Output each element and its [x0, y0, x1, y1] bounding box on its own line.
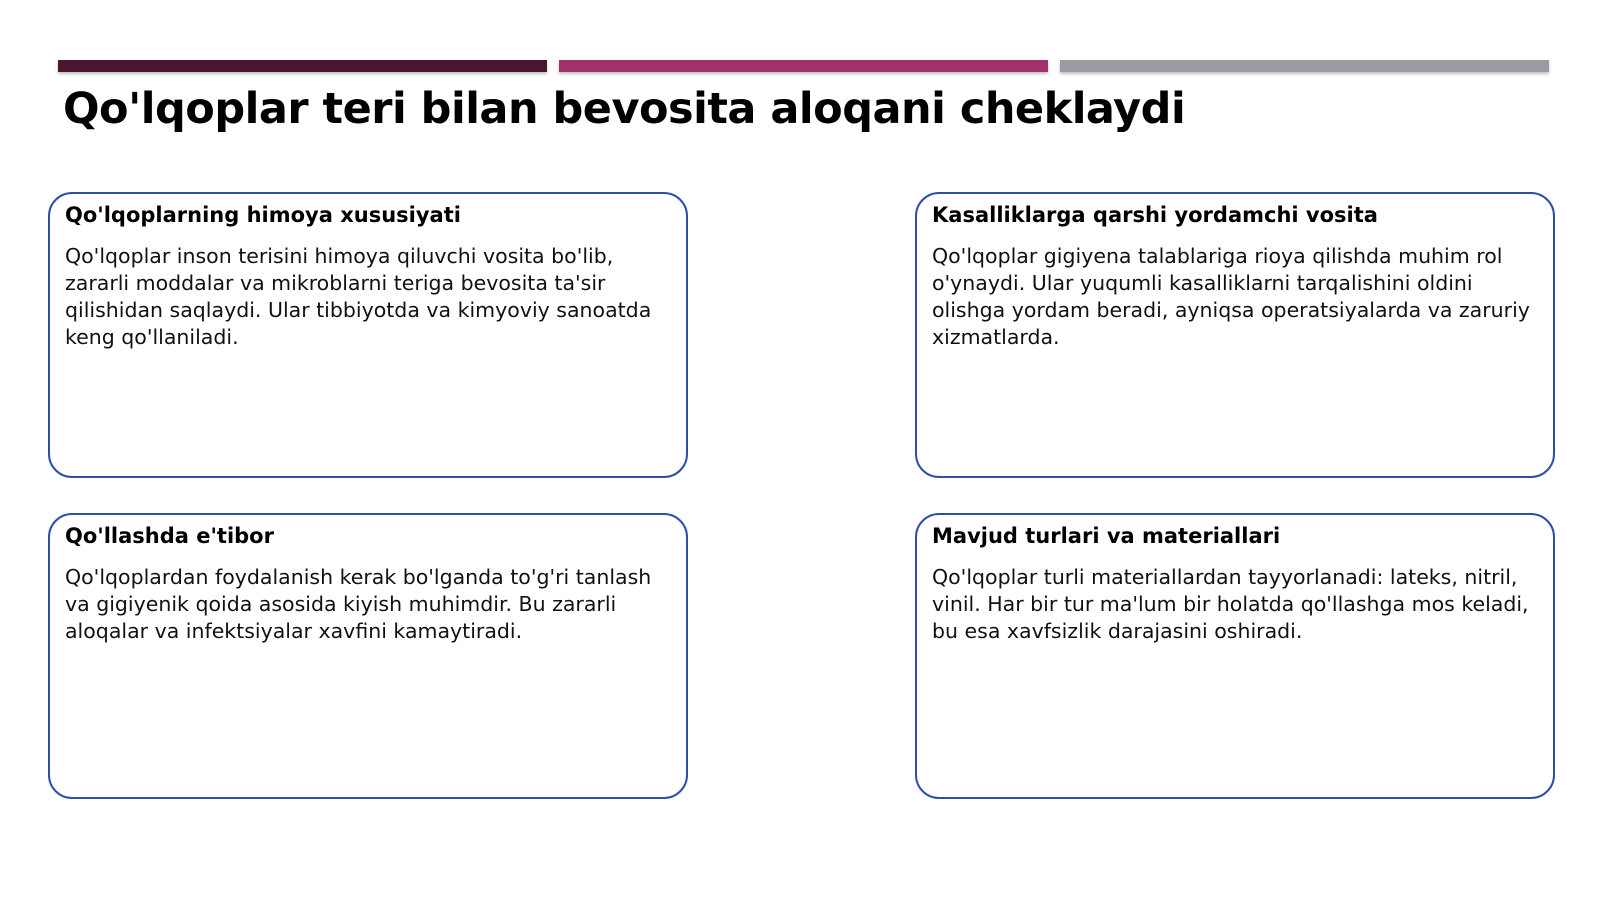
card-body: Qo'lqoplar inson terisini himoya qiluvchi vosita bo'lib, zararli moddalar va mikroblarni teriga bevosita ta'sir qilishidan saqlaydi. Ular tibbiyotda va kimyoviy sanoatda keng qo'llaniladi. — [65, 244, 652, 350]
card-types-materials — [915, 513, 1555, 799]
card-usage-attention — [48, 513, 688, 799]
slide-title: Qo'lqoplar teri bilan bevosita aloqani cheklaydi — [63, 84, 1186, 134]
card-heading: Qo'llashda e'tibor — [65, 524, 274, 548]
card-heading: Kasalliklarga qarshi yordamchi vosita — [932, 203, 1378, 227]
card-body: Qo'lqoplar gigiyena talablariga rioya qilishda muhim rol o'ynaydi. Ular yuqumli kasalliklarni tarqalishini oldini olishga yordam beradi, ayniqsa operatsiyalarda va zaruriy xizmatlarda. — [932, 244, 1530, 350]
accent-bar-3 — [1060, 60, 1549, 72]
accent-bar-2 — [559, 60, 1048, 72]
card-body: Qo'lqoplar turli materiallardan tayyorlanadi: lateks, nitril, vinil. Har bir tur ma'lum bir holatda qo'llashga mos keladi, bu esa xavfsizlik darajasini oshiradi. — [932, 565, 1529, 644]
card-body: Qo'lqoplardan foydalanish kerak bo'lganda to'g'ri tanlash va gigiyenik qoida asosida kiyish muhimdir. Bu zararli aloqalar va infektsiyalar xavfini kamaytiradi. — [65, 565, 652, 644]
card-heading: Mavjud turlari va materiallari — [932, 524, 1281, 548]
accent-bar-1 — [58, 60, 547, 72]
card-protection — [48, 192, 688, 478]
card-disease-prevention — [915, 192, 1555, 478]
card-heading: Qo'lqoplarning himoya xususiyati — [65, 203, 461, 227]
